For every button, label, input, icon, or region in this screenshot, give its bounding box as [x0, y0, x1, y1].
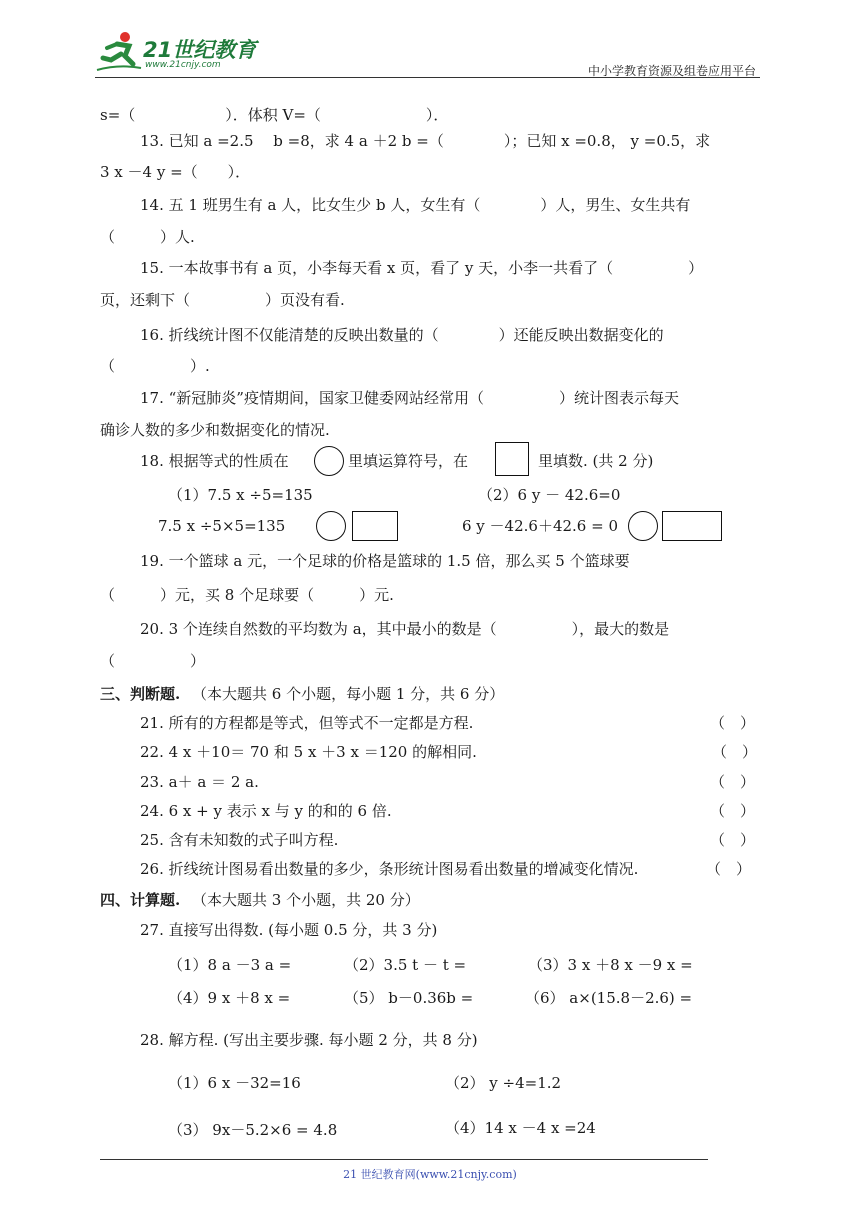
runner-logo-icon — [95, 30, 143, 74]
q14-line2: （ ）人. — [100, 228, 195, 246]
q27-2: （2）3.5 t － t = — [344, 956, 467, 974]
q27-1: （1）8 a －3 a = — [168, 956, 292, 974]
q18-step1: 7.5 x ÷5×5=135 — [158, 517, 286, 535]
logo — [95, 30, 265, 76]
q26-bracket: （ ） — [706, 860, 752, 878]
operator-circle — [314, 446, 344, 476]
q28-4: （4）14 x －4 x =24 — [445, 1119, 596, 1137]
q18-text-b: 里填运算符号，在 — [348, 452, 469, 470]
q17-line2: 确诊人数的多少和数据变化的情况. — [100, 421, 330, 439]
q24: 24. 6 x + y 表示 x 与 y 的和的 6 倍. — [140, 802, 392, 820]
q14-line1: 14. 五 1 班男生有 a 人，比女生少 b 人，女生有（ ）人，男生、女生共有 — [140, 196, 691, 214]
number-box-2 — [662, 511, 722, 541]
operator-circle-1 — [316, 511, 346, 541]
q16-line2: （ ）. — [100, 357, 210, 375]
platform-name: 中小学教育资源及组卷应用平台 — [587, 64, 756, 78]
q27-3: （3）3 x ＋8 x －9 x = — [528, 956, 693, 974]
logo-text: 21世纪教育 — [143, 38, 257, 62]
footer-divider — [100, 1159, 708, 1160]
q28: 28. 解方程. (写出主要步骤. 每小题 2 分，共 8 分) — [140, 1031, 478, 1049]
q20-line2: （ ） — [100, 652, 206, 670]
q19-line2: （ ）元，买 8 个足球要（ ）元. — [100, 586, 394, 604]
q18-text-c: 里填数. (共 2 分) — [538, 452, 654, 470]
q27-4: （4）9 x ＋8 x = — [168, 989, 291, 1007]
q13-line1: 13. 已知 a =2.5 b =8，求 4 a ＋2 b =（ ）；已知 x =0.8， y =0.5，求 — [140, 132, 711, 150]
q21: 21. 所有的方程都是等式，但等式不一定都是方程. — [140, 714, 474, 732]
q26: 26. 折线统计图易看出数量的多少，条形统计图易看出数量的增减变化情况. — [140, 860, 639, 878]
q25-bracket: （ ） — [710, 831, 756, 849]
q19-line1: 19. 一个篮球 a 元，一个足球的价格是篮球的 1.5 倍，那么买 5 个篮球要 — [140, 552, 630, 570]
q17-line1: 17. “新冠肺炎”疫情期间，国家卫健委网站经常用（ ）统计图表示每天 — [140, 389, 679, 407]
page-header — [95, 30, 760, 78]
q18-text-a: 18. 根据等式的性质在 — [140, 452, 289, 470]
q18-part1: （1）7.5 x ÷5=135 — [168, 486, 313, 504]
line-s-volume: s=（ ）．体积 V=（ ）． — [100, 106, 449, 124]
q22: 22. 4 x ＋10＝ 70 和 5 x ＋3 x ＝120 的解相同. — [140, 743, 477, 761]
q23: 23. a＋ a ＝ 2 a. — [140, 773, 259, 791]
q15-line1: 15. 一本故事书有 a 页，小李每天看 x 页，看了 y 天，小李一共看了（ ） — [140, 259, 704, 277]
q15-line2: 页，还剩下（ ）页没有看. — [100, 291, 345, 309]
q22-bracket: （ ） — [712, 743, 758, 761]
q18-step2: 6 y －42.6＋42.6 = 0 — [462, 517, 618, 535]
header-divider — [95, 77, 760, 78]
q28-2: （2） y ÷4=1.2 — [445, 1074, 562, 1092]
q28-3: （3） 9x－5.2×6 = 4.8 — [168, 1121, 338, 1139]
section-4-note: （本大题共 3 个小题，共 20 分） — [192, 891, 420, 909]
q13-line2: 3 x －4 y =（ ）． — [100, 163, 251, 181]
section-4-title: 四、计算题. — [100, 891, 181, 909]
q21-bracket: （ ） — [710, 714, 756, 732]
q18-part2: （2）6 y － 42.6=0 — [478, 486, 621, 504]
operator-circle-2 — [628, 511, 658, 541]
q27-5: （5） b－0.36b = — [344, 989, 474, 1007]
number-box-1 — [352, 511, 398, 541]
section-3-note: （本大题共 6 个小题，每小题 1 分，共 6 分） — [192, 685, 505, 703]
section-3-title: 三、判断题. — [100, 685, 181, 703]
q23-bracket: （ ） — [710, 773, 756, 791]
q25: 25. 含有未知数的式子叫方程. — [140, 831, 339, 849]
logo-url: www.21cnjy.com — [145, 60, 221, 70]
number-box — [495, 442, 529, 476]
q27-6: （6） a×(15.8－2.6) = — [525, 989, 693, 1007]
footer-link[interactable]: 21 世纪教育网(www.21cnjy.com) — [343, 1168, 517, 1181]
q28-1: （1）6 x －32=16 — [168, 1074, 301, 1092]
q20-line1: 20. 3 个连续自然数的平均数为 a，其中最小的数是（ ），最大的数是 — [140, 620, 670, 638]
q16-line1: 16. 折线统计图不仅能清楚的反映出数量的（ ）还能反映出数据变化的 — [140, 326, 664, 344]
q24-bracket: （ ） — [710, 802, 756, 820]
q27: 27. 直接写出得数. (每小题 0.5 分，共 3 分) — [140, 921, 438, 939]
